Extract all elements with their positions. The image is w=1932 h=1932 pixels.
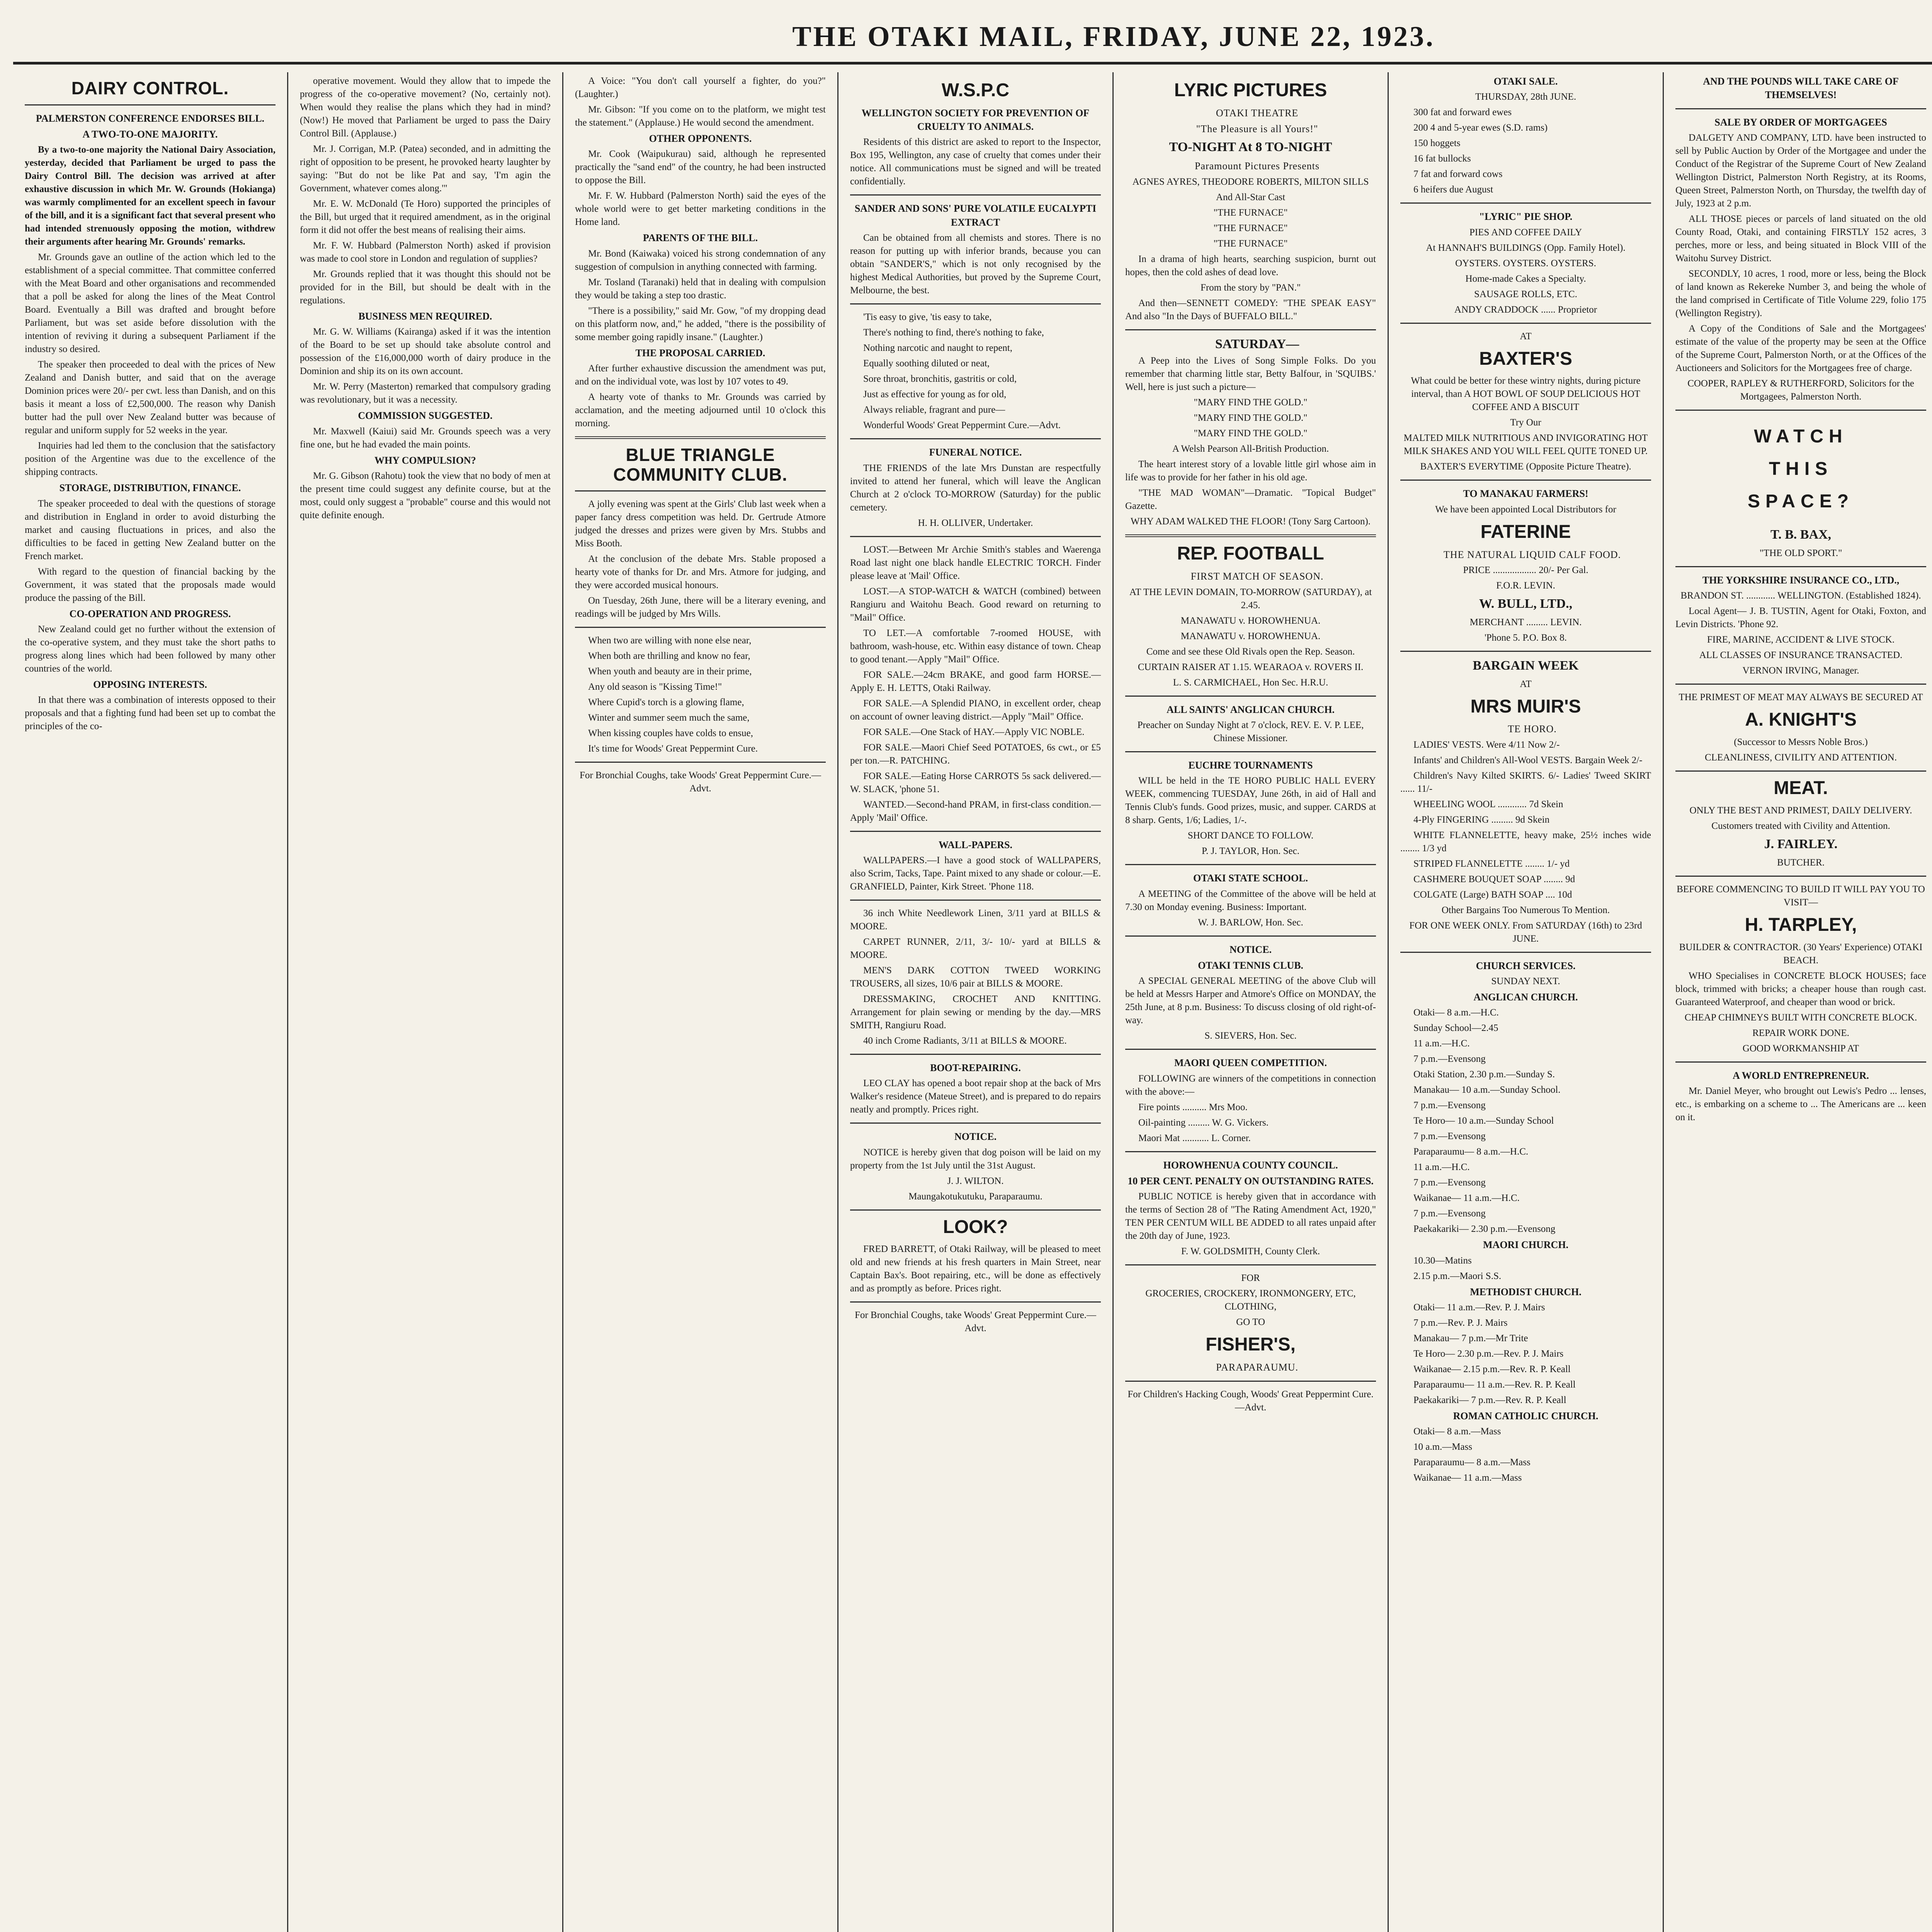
euchre-dance: SHORT DANCE TO FOLLOW.: [1187, 830, 1314, 841]
poem-line: Where Cupid's torch is a glowing flame,: [588, 697, 744, 708]
service-line: 10.30—Matins: [1413, 1255, 1472, 1266]
space-word: SPACE?: [1747, 491, 1854, 512]
maori-text: FOLLOWING are winners of the competitions in connection with the above:—: [1125, 1073, 1376, 1097]
tarpley-name: H. TARPLEY,: [1745, 914, 1857, 935]
subhead: A TWO-TO-ONE MAJORITY.: [82, 128, 218, 140]
article-paragraph: Mr. Gibson: "If you come on to the platform, we might test the statement." (Applause.) He would second the amendment.: [575, 104, 826, 128]
fisher-goto: GO TO: [1236, 1317, 1265, 1328]
service-line: Otaki— 8 a.m.—Mass: [1413, 1426, 1501, 1437]
article-paragraph: With regard to the question of financial backing by the Government, it was stated that the proposals made would produce the passing of the Bill.: [25, 566, 276, 603]
bargain-other: Other Bargains Too Numerous To Mention.: [1441, 905, 1610, 915]
classified: FOR SALE.—24cm BRAKE, and good farm HORSE.—Apply E. H. LETTS, Otaki Railway.: [850, 669, 1101, 693]
verse-line: Sore throat, bronchitis, gastritis or cold,: [863, 374, 1017, 384]
service-line: Otaki Station, 2.30 p.m.—Sunday S.: [1413, 1069, 1555, 1080]
manakau-text: We have been appointed Local Distributors for: [1435, 504, 1616, 515]
article-paragraph: New Zealand could get no further without the extension of the co-operative system, and they must take the short paths to progress along lines which had been followed by many other countries of the world.: [25, 624, 276, 674]
tennis-heading: OTAKI TENNIS CLUB.: [1198, 959, 1303, 971]
article-paragraph: A Voice: "You don't call yourself a fighter, do you?" (Laughter.): [575, 76, 826, 99]
mortgagee-text: ALL THOSE pieces or parcels of land situated on the old County Road, Otaki, and containing FIRSTLY 152 acres, 3 perches, more or less, and being situated in Block VIII of the Waitohu Survey District.: [1675, 214, 1926, 264]
notice-heading: NOTICE.: [1229, 944, 1272, 955]
bills-ad: DRESSMAKING, CROCHET AND KNITTING. Arrangement for plain sewing or mending by the day.—MRS SMITH, Rangiuru Road.: [850, 993, 1101, 1031]
verse-line: Wonderful Woods' Great Peppermint Cure.—Advt.: [863, 420, 1061, 431]
wspc-subhead: WELLINGTON SOCIETY FOR PREVENTION OF CRUELTY TO ANIMALS.: [861, 107, 1090, 133]
bargain-item: LADIES' VESTS. Were 4/11 Now 2/-: [1413, 739, 1560, 750]
presents: Paramount Pictures Presents: [1194, 160, 1320, 172]
watch-word: WATCH: [1754, 426, 1848, 447]
service-line: Paekakariki— 7 p.m.—Rev. R. P. Keall: [1413, 1395, 1566, 1406]
headline-dairy-control: DAIRY CONTROL.: [71, 78, 229, 98]
maori-heading: MAORI QUEEN COMPETITION.: [1174, 1057, 1327, 1069]
poem-line: When youth and beauty are in their prime,: [588, 666, 752, 677]
service-line: 10 a.m.—Mass: [1413, 1442, 1473, 1452]
one-week: FOR ONE WEEK ONLY. From SATURDAY (16th) to 23rd JUNE.: [1409, 920, 1642, 944]
footer-advert: For Children's Hacking Cough, Woods' Great Peppermint Cure.—Advt.: [1128, 1389, 1374, 1413]
entrepreneur-text: Mr. Daniel Meyer, who brought out Lewis's Pedro ... lenses, etc., is embarking on a scheme to ... The Americans are ... keen on it.: [1675, 1085, 1926, 1122]
fisher-name: FISHER'S,: [1206, 1334, 1296, 1355]
service-line: Paraparaumu— 8 a.m.—Mass: [1413, 1457, 1531, 1468]
maori-winner: Oil-painting ......... W. G. Vickers.: [1138, 1117, 1269, 1128]
council-sub: 10 PER CENT. PENALTY ON OUTSTANDING RATES.: [1128, 1175, 1374, 1187]
article-paragraph: In that there was a combination of interests opposed to their proposals and that a fighting fund had been set up to combat the principles of the co-: [25, 695, 276, 732]
lead-paragraph: By a two-to-one majority the National Dairy Association, yesterday, decided that Parliament be urged to pass the Dairy Control Bill. The decision was arrived at after exhaustive discussion in which Mr. W. Grounds (Hokianga) was warmly complimented for an excellent speech in favour of the bill, and it is a significant fact that several present who had intended strenuously opposing the motion, withdrew their arguments after hearing Mr. Grounds' remarks.: [25, 145, 276, 247]
faterine-price: PRICE .................. 20/- Per Gal.: [1463, 565, 1588, 575]
pie-where: At HANNAH'S BUILDINGS (Opp. Family Hotel).: [1426, 242, 1626, 253]
classified: LOST.—Between Mr Archie Smith's stables and Waerenga Road last night one black handle ELECTRIC TORCH. Finder please leave at 'Mail' Office.: [850, 544, 1101, 581]
agent: Local Agent— J. B. TUSTIN, Agent for Otaki, Foxton, and Levin Districts. 'Phone 92.: [1675, 606, 1926, 630]
subhead: COMMISSION SUGGESTED.: [358, 410, 493, 422]
curtain: CURTAIN RAISER AT 1.15. WEARAOA v. ROVERS II.: [1138, 662, 1364, 672]
service-line: Paraparaumu— 8 a.m.—H.C.: [1413, 1146, 1529, 1157]
boot-heading: BOOT-REPAIRING.: [930, 1062, 1021, 1073]
bull-phone: 'Phone 5. P.O. Box 8.: [1485, 632, 1567, 643]
from-story: From the story by "PAN.": [1200, 282, 1301, 293]
wspc-text: Residents of this district are asked to report to the Inspector, Box 195, Wellington, any case of cruelty that comes under their notice. All communications must be signed and will be treated confidentially.: [850, 137, 1101, 187]
barrett-text: FRED BARRETT, of Otaki Railway, will be pleased to meet old and new friends at his fresh quarters in Main Street, near Captain Bax's. Boot repairing, etc., will be done as effectively and as promptly as before. Prices right.: [850, 1244, 1101, 1294]
yorkshire-heading: THE YORKSHIRE INSURANCE CO., LTD.,: [1702, 575, 1900, 586]
fisher-for: FOR: [1241, 1273, 1260, 1284]
bargain-item: COLGATE (Large) BATH SOAP .... 10d: [1413, 889, 1572, 900]
euchre-text: WILL be held in the TE HORO PUBLIC HALL EVERY WEEK, commencing TUESDAY, June 26th, in aid of Hall and Tennis Club's funds. Good prizes, music, and supper. CARDS at 8 sharp. Gents, 1/6; Ladies, 1/-.: [1125, 776, 1376, 826]
footer-advert: For Bronchial Coughs, take Woods' Great Peppermint Cure.—Advt.: [855, 1310, 1096, 1334]
service-line: 7 p.m.—Rev. P. J. Mairs: [1413, 1318, 1508, 1328]
mortgagee-heading: SALE BY ORDER OF MORTGAGEES: [1714, 116, 1887, 128]
bax-name: T. B. BAX,: [1770, 527, 1832, 542]
theatre-slogan: "The Pleasure is all Yours!": [1196, 123, 1318, 135]
service-line: 7 p.m.—Evensong: [1413, 1208, 1486, 1219]
headline-blue-triangle: BLUE TRIANGLE COMMUNITY CLUB.: [613, 445, 788, 485]
methodist-heading: METHODIST CHURCH.: [1470, 1286, 1582, 1298]
furnace-line: "THE FURNACE": [1213, 207, 1288, 218]
article-paragraph: Mr. G. W. Williams (Kairanga) asked if it was the intention of the Board to be set up should take absolute control and possession of the £16,000,000 worth of dairy produce in the Dominion and ship its on its own account.: [300, 327, 551, 377]
furnace-description: In a drama of high hearts, searching suspicion, burnt out hopes, then the cold ashes of dead love.: [1125, 253, 1376, 277]
service-line: 11 a.m.—H.C.: [1413, 1038, 1470, 1049]
sale-item: 6 heifers due August: [1413, 184, 1493, 195]
subhead: STORAGE, DISTRIBUTION, FINANCE.: [59, 482, 241, 494]
meat-heading: MEAT.: [1774, 778, 1828, 799]
service-line: 7 p.m.—Evensong: [1413, 1131, 1486, 1142]
sale-date: THURSDAY, 28th JUNE.: [1475, 92, 1577, 102]
school-text: A MEETING of the Committee of the above will be held at 7.30 on Monday evening. Business: Important.: [1125, 888, 1376, 912]
classified: TO LET.—A comfortable 7-roomed HOUSE, with bathroom, wash-house, etc. Within easy distance of town. Cheap to good tenant.—Apply "Mail" Office.: [850, 628, 1101, 665]
subhead: WHY COMPULSION?: [374, 454, 476, 466]
sale-item: 300 fat and forward ewes: [1413, 107, 1512, 118]
subhead: PALMERSTON CONFERENCE ENDORSES BILL.: [36, 112, 265, 124]
mortgagee-text: SECONDLY, 10 acres, 1 rood, more or less, being the Block of land known as Rekereke Number 3, and being the whole of the land comprised in Certificate of Title Volume 229, folio 175 (Wellington Registry).: [1675, 269, 1926, 319]
article-paragraph: The speaker proceeded to deal with the questions of storage and distribution in England in order to avoid disturbing the market and causing fluctuations in prices, and also the difficulties to be faced in getting New Zealand butter on the French market.: [25, 498, 276, 561]
service-line: 7 p.m.—Evensong: [1413, 1054, 1486, 1065]
pie-signature: ANDY CRADDOCK ...... Proprietor: [1454, 304, 1597, 315]
article-paragraph: "There is a possibility," said Mr. Gow, "of my dropping dead on this platform now, and," he added, "there is the possibility of some member going rapidly insane." (Laughter.): [575, 305, 826, 342]
rep-signature: L. S. CARMICHAEL, Hon Sec. H.R.U.: [1173, 677, 1328, 688]
baxter-heading: BAXTER'S: [1479, 348, 1572, 369]
verse-line: There's nothing to find, there's nothing to fake,: [863, 327, 1044, 338]
wallpaper-text: WALLPAPERS.—I have a good stock of WALLPAPERS, also Scrim, Tacks, Tape. Paint mixed to any shade or colour.—E. GRANFIELD, Painter, Kirk Street. 'Phone 118.: [850, 855, 1101, 892]
verse-line: Just as effective for young as for old,: [863, 389, 1007, 400]
cakes: Home-made Cakes a Specialty.: [1465, 273, 1586, 284]
build: BEFORE COMMENCING TO BUILD IT WILL PAY YOU TO VISIT—: [1677, 884, 1925, 908]
column-2: [288, 72, 563, 1932]
knight-sub: (Successor to Messrs Noble Bros.): [1734, 737, 1868, 748]
stars: AGNES AYRES, THEODORE ROBERTS, MILTON SILLS: [1132, 176, 1369, 187]
funeral-text: THE FRIENDS of the late Mrs Dunstan are respectfully invited to attend her funeral, which will leave the Anglican Church at 2 o'clock TO-MORROW (Saturday) for the public cemetery.: [850, 463, 1101, 513]
classes: ALL CLASSES OF INSURANCE TRANSACTED.: [1699, 650, 1903, 661]
bills-ad: MEN'S DARK COTTON TWEED WORKING TROUSERS, all sizes, 10/6 pair at BILLS & MOORE.: [850, 965, 1101, 989]
classified: FOR SALE.—One Stack of HAY.—Apply VIC NOBLE.: [863, 726, 1085, 737]
knight-name: A. KNIGHT'S: [1745, 709, 1857, 730]
british: A Welsh Pearson All-British Production.: [1172, 444, 1329, 454]
floor: WHY ADAM WALKED THE FLOOR! (Tony Sarg Cartoon).: [1131, 516, 1371, 527]
fairley-name: J. FAIRLEY.: [1764, 837, 1838, 851]
bargain-item: Infants' and Children's All-Wool VESTS. Bargain Week 2/-: [1413, 755, 1643, 765]
pie-heading: "LYRIC" PIE SHOP.: [1479, 211, 1573, 223]
service-line: 2.15 p.m.—Maori S.S.: [1413, 1270, 1502, 1281]
sale-heading: OTAKI SALE.: [1493, 76, 1558, 87]
poem-line: When both are thrilling and know no fear,: [588, 651, 750, 662]
poem-line: Any old season is "Kissing Time!": [588, 682, 722, 692]
service-line: Te Horo— 10 a.m.—Sunday School: [1413, 1116, 1554, 1126]
bills-ad: CARPET RUNNER, 2/11, 3/- 10/- yard at BILLS & MOORE.: [850, 936, 1101, 960]
bull-name: W. BULL, LTD.,: [1479, 596, 1573, 611]
column-5: [1114, 72, 1389, 1932]
yorkshire-sub: BRANDON ST. ............ WELLINGTON. (Established 1824).: [1680, 590, 1921, 601]
bills-ad: 36 inch White Needlework Linen, 3/11 yard at BILLS & MOORE.: [850, 908, 1101, 932]
service-line: Manakau— 7 p.m.—Mr Trite: [1413, 1333, 1528, 1344]
faterine-fob: F.O.R. LEVIN.: [1496, 580, 1555, 591]
concrete: WHO Specialises in CONCRETE BLOCK HOUSES; face block, trimmed with bricks; a cheaper house than rough cast. Guaranteed Waterproof, and cheaper than wood or brick.: [1675, 970, 1926, 1007]
fire: FIRE, MARINE, ACCIDENT & LIVE STOCK.: [1707, 634, 1895, 645]
classified: WANTED.—Second-hand PRAM, in first-class condition.—Apply 'Mail' Office.: [850, 799, 1101, 823]
verse-line: Nothing narcotic and naught to repent,: [863, 343, 1012, 354]
bargain-item: WHEELING WOOL ............ 7d Skein: [1413, 799, 1563, 810]
gold-description: The heart interest story of a lovable little girl whose aim in life was to provide for her father in his old age.: [1125, 459, 1376, 483]
bills-ad: 40 inch Crome Radiants, 3/11 at BILLS & MOORE.: [863, 1035, 1067, 1046]
bargain-at: AT: [1520, 679, 1532, 689]
mortgagee-text: A Copy of the Conditions of Sale and the Mortgagees' estimate of the value of the property may be seen at the Office of the Supreme Court, Palmerston North, or at the Offices of the Auctioneers and Solicitors for the Mortgagees free of charge.: [1675, 323, 1926, 374]
council-heading: HOROWHENUA COUNTY COUNCIL.: [1163, 1159, 1338, 1171]
fisher-town: PARAPARAUMU.: [1216, 1362, 1299, 1373]
anglican-heading: ANGLICAN CHURCH.: [1473, 992, 1578, 1003]
poem-line: When two are willing with none else near,: [588, 635, 752, 646]
article-paragraph: A jolly evening was spent at the Girls' Club last week when a paper fancy dress competition was held. Dr. Gertrude Atmore judged the dresses and prizes were given by Mrs. Stubbs and Miss Booth.: [575, 499, 826, 549]
article-paragraph: On Tuesday, 26th June, there will be a literary evening, and readings will be judged by Mrs Wills.: [575, 595, 826, 619]
subhead: CO-OPERATION AND PROGRESS.: [69, 608, 231, 619]
rep-team: MANAWATU v. HOROWHENUA.: [1180, 615, 1321, 626]
repair: REPAIR WORK DONE.: [1752, 1027, 1849, 1038]
primest: THE PRIMEST OF MEAT MAY ALWAYS BE SECURED AT: [1679, 692, 1923, 703]
irving: VERNON IRVING, Manager.: [1742, 665, 1859, 676]
article-paragraph: Mr. F. W. Hubbard (Palmerston North) asked if provision was made to cool store in London and regulation of supplies?: [300, 240, 551, 264]
rep-football-heading: REP. FOOTBALL: [1177, 543, 1324, 564]
article-paragraph: operative movement. Would they allow that to impede the progress of the co-operative movement? (No, certainly not). When would they realise the plans which they had in mind? (Now!) He moved that Parliament be urged to pass the Dairy Control Bill. (Applause.): [300, 76, 551, 139]
funeral-signature: H. H. OLLIVER, Undertaker.: [918, 517, 1033, 528]
notice-location: Maungakotukutuku, Paraparaumu.: [908, 1191, 1043, 1202]
mortgagee-signature: COOPER, RAPLEY & RUTHERFORD, Solicitors for the Mortgagees, Palmerston North.: [1687, 378, 1914, 402]
services-heading: CHURCH SERVICES.: [1476, 960, 1576, 971]
poem-line: When kissing couples have colds to ensue,: [588, 728, 753, 739]
service-line: Te Horo— 2.30 p.m.—Rev. P. J. Mairs: [1413, 1349, 1564, 1359]
school-signature: W. J. BARLOW, Hon. Sec.: [1198, 917, 1303, 928]
poem-line: Winter and summer seem much the same,: [588, 713, 750, 723]
cast: And All-Star Cast: [1216, 192, 1286, 202]
baxter-try: Try Our: [1510, 417, 1541, 428]
article-paragraph: Mr. Grounds replied that it was thought this should not be provided for in the Bill, but should be dealt with in the regulations.: [300, 269, 551, 306]
classified: LOST.—A STOP-WATCH & WATCH (combined) between Rangiuru and Waitohu Beach. Good reward on returning to "Mail" Office.: [850, 586, 1101, 623]
furnace-line: "THE FURNACE": [1213, 238, 1288, 249]
sanders-text: Can be obtained from all chemists and stores. There is no reason for putting up with inferior brands, because you can obtain "SANDER'S," which is not only recognised by the highest Medical Authorities, but proved by the Supreme Court, Melbourne, the best.: [850, 233, 1101, 296]
rep-where: AT THE LEVIN DOMAIN, TO-MORROW (SATURDAY), at 2.45.: [1129, 587, 1372, 611]
subhead: OTHER OPPONENTS.: [649, 133, 752, 144]
gold-line: "MARY FIND THE GOLD.": [1194, 413, 1308, 423]
bargain-item: WHITE FLANNELETTE, heavy make, 25½ inches wide ........ 1/3 yd: [1400, 830, 1651, 854]
tennis-text: A SPECIAL GENERAL MEETING of the above Club will be held at Messrs Harper and Atmore's Office on MONDAY, the 25th June, at 8 p.m. Business: To discuss closing of old right-of-way.: [1125, 976, 1376, 1026]
look-heading: LOOK?: [943, 1216, 1008, 1237]
baxter-signature: BAXTER'S EVERYTIME (Opposite Picture Theatre).: [1420, 461, 1631, 472]
oysters: OYSTERS. OYSTERS. OYSTERS.: [1455, 258, 1596, 269]
verse-line: Always reliable, fragrant and pure—: [863, 405, 1005, 415]
church-text: Preacher on Sunday Night at 7 o'clock, REV. E. V. P. LEE, Chinese Missioner.: [1137, 719, 1364, 743]
euchre-signature: P. J. TAYLOR, Hon. Sec.: [1202, 846, 1299, 857]
service-line: Waikanae— 11 a.m.—H.C.: [1413, 1193, 1520, 1204]
squibs: A Peep into the Lives of Song Simple Folks. Do you remember that charming little star, Betty Balfour, in 'SQUIBS.' Well, here is just such a picture—: [1125, 355, 1376, 393]
tehoro: TE HORO.: [1508, 723, 1557, 735]
sanders-heading: SANDER AND SONS' PURE VOLATILE EUCALYPTI EXTRACT: [854, 203, 1097, 228]
article-paragraph: Mr. Maxwell (Kaiui) said Mr. Grounds speech was a very fine one, but he had evaded the main points.: [300, 426, 551, 450]
article-paragraph: Mr. Cook (Waipukurau) said, although he represented practically the "sand end" of the country, he had been instructed to oppose the Bill.: [575, 149, 826, 186]
notice-signature: J. J. WILTON.: [947, 1175, 1004, 1186]
council-text: PUBLIC NOTICE is hereby given that in accordance with the terms of Section 28 of "The Rating Amendment Act, 1920," TEN PER CENTUM WILL BE ADDED to all rates unpaid after the 20th day of June, 1923.: [1125, 1191, 1376, 1242]
meat-sub: ONLY THE BEST AND PRIMEST, DAILY DELIVERY.: [1689, 805, 1912, 816]
article-paragraph: After further exhaustive discussion the amendment was put, and on the individual vote, was lost by 107 votes to 49.: [575, 363, 826, 387]
bargain-heading: BARGAIN WEEK: [1473, 658, 1579, 673]
funeral-heading: FUNERAL NOTICE.: [929, 447, 1022, 458]
furnace-line: "THE FURNACE": [1213, 223, 1288, 233]
verse-line: Equally soothing diluted or neat,: [863, 358, 990, 369]
service-line: 7 p.m.—Evensong: [1413, 1100, 1486, 1111]
classified: FOR SALE.—Maori Chief Seed POTATOES, 6s cwt., or £5 per ton.—R. PATCHING.: [850, 742, 1101, 766]
sale-item: 16 fat bullocks: [1413, 153, 1471, 164]
saturday: SATURDAY—: [1215, 337, 1299, 351]
baxter-at: AT: [1520, 331, 1532, 342]
article-paragraph: A hearty vote of thanks to Mr. Grounds was carried by acclamation, and the meeting adjourned until 10 o'clock this morning.: [575, 392, 826, 429]
rep-see: Come and see these Old Rivals open the Rep. Season.: [1146, 646, 1355, 657]
article-paragraph: Mr. Bond (Kaiwaka) voiced his strong condemnation of any suggestion of compulsion in anything connected with farming.: [575, 248, 826, 272]
euchre-heading: EUCHRE TOURNAMENTS: [1188, 759, 1313, 771]
manakau-heading: TO MANAKAU FARMERS!: [1463, 488, 1588, 500]
wallpaper-heading: WALL-PAPERS.: [939, 839, 1012, 850]
service-line: Otaki— 11 a.m.—Rev. P. J. Mairs: [1413, 1302, 1545, 1313]
faterine-heading: FATERINE: [1480, 521, 1571, 542]
tarpley-sub: BUILDER & CONTRACTOR. (30 Years' Experience) OTAKI BEACH.: [1679, 942, 1923, 966]
verse-line: 'Tis easy to give, 'tis easy to take,: [863, 312, 992, 323]
baxter-text: What could be better for these wintry nights, during picture interval, than A HOT BOWL OF SOUP DELICIOUS HOT COFFEE AND A BISCUIT: [1411, 376, 1641, 413]
sale-item: 150 hoggets: [1413, 138, 1461, 149]
faterine-sub: THE NATURAL LIQUID CALF FOOD.: [1443, 549, 1621, 560]
service-line: Paraparaumu— 11 a.m.—Rev. R. P. Keall: [1413, 1379, 1576, 1390]
service-line: Otaki— 8 a.m.—H.C.: [1413, 1007, 1499, 1018]
maori-winner: Maori Mat ........... L. Corner.: [1138, 1133, 1251, 1143]
footer-advert: For Bronchial Coughs, take Woods' Great Peppermint Cure.—Advt.: [580, 770, 821, 794]
service-line: Paekakariki— 2.30 p.m.—Evensong: [1413, 1224, 1556, 1235]
column-6: [1389, 72, 1664, 1932]
bargain-item: CASHMERE BOUQUET SOAP ........ 9d: [1413, 874, 1575, 884]
bargain-item: Children's Navy Kilted SKIRTS. 6/- Ladies' Tweed SKIRT ...... 11/-: [1400, 770, 1651, 794]
tennis-signature: S. SIEVERS, Hon. Sec.: [1204, 1031, 1297, 1041]
bax-sub: "THE OLD SPORT.": [1759, 548, 1842, 559]
supporting: "THE MAD WOMAN"—Dramatic. "Topical Budget" Gazette.: [1125, 488, 1376, 512]
service-line: Waikanae— 2.15 p.m.—Rev. R. P. Keall: [1413, 1364, 1571, 1375]
butcher: BUTCHER.: [1777, 857, 1825, 868]
pie-sub: PIES AND COFFEE DAILY: [1469, 227, 1582, 238]
classified: FOR SALE.—A Splendid PIANO, in excellent order, cheap on account of owner leaving district.—Apply "Mail" Office.: [850, 698, 1101, 722]
bargain-item: 4-Ply FINGERING ......... 9d Skein: [1413, 814, 1550, 825]
article-paragraph: Mr. G. Gibson (Rahotu) took the view that no body of men at the present time could suggest any definite course, but at the most, could only suggest a "probable" course and this would not quite definite enough.: [300, 471, 551, 521]
civility: CLEANLINESS, CIVILITY AND ATTENTION.: [1705, 752, 1897, 763]
gold-line: "MARY FIND THE GOLD.": [1194, 428, 1308, 439]
poem-line: It's time for Woods' Great Peppermint Cure.: [588, 743, 758, 754]
rep-sub: FIRST MATCH OF SEASON.: [1190, 571, 1324, 582]
column-7: [1664, 72, 1932, 1932]
bargain-item: STRIPED FLANNELETTE ........ 1/- yd: [1413, 858, 1570, 869]
lyric-title: LYRIC PICTURES: [1174, 80, 1327, 100]
columns: [13, 72, 1932, 1932]
service-line: Sunday School—2.45: [1413, 1023, 1498, 1034]
catholic-heading: ROMAN CATHOLIC CHURCH.: [1453, 1410, 1599, 1422]
top-slogan: AND THE POUNDS WILL TAKE CARE OF THEMSELVES!: [1703, 76, 1899, 101]
article-paragraph: Mr. Grounds gave an outline of the action which led to the establishment of a special committee. That committee conferred with the Meat Board and other organisations and recommended that a poll be asked for along the lines of the Meat Control Board. Eventually a Bill was drafted and brought before Parliament, but was set aside before dissolution with the intention of reviving it during a subsequent Parliament if the industry so desired.: [25, 252, 276, 355]
article-paragraph: Mr. W. Perry (Masterton) remarked that compulsory grading was revolutionary, but it was a necessity.: [300, 381, 551, 405]
tonight-banner: TO-NIGHT At 8 TO-NIGHT: [1169, 140, 1332, 155]
masthead: THE OTAKI MAIL, FRIDAY, JUNE 22, 1923.: [13, 12, 1932, 65]
article-paragraph: Mr. Tosland (Taranaki) held that in dealing with compulsion they would be taking a step too drastic.: [575, 277, 826, 301]
article-paragraph: Inquiries had led them to the conclusion that the satisfactory position of the Argentine was due to the excellence of the shipping contracts.: [25, 440, 276, 478]
fisher-items: GROCERIES, CROCKERY, IRONMONGERY, ETC, CLOTHING,: [1145, 1288, 1356, 1312]
article-paragraph: The speaker then proceeded to deal with the prices of New Zealand and Danish butter, and said that on the average Dominion prices were 20/- per cwt. less than Danish, and on this basis it meant a loss of £2,500,000. The reason why Danish butter had the pull over New Zealand butter was because of regular and uniform supply for 52 weeks in the year.: [25, 359, 276, 436]
maori-church-heading: MAORI CHURCH.: [1483, 1239, 1568, 1251]
classified: FOR SALE.—Eating Horse CARROTS 5s sack delivered.—W. SLACK, 'phone 51.: [850, 770, 1101, 794]
muirs-heading: MRS MUIR'S: [1470, 696, 1581, 717]
maori-winner: Fire points .......... Mrs Moo.: [1138, 1102, 1248, 1112]
school-heading: OTAKI STATE SCHOOL.: [1193, 872, 1308, 884]
column-1: [13, 72, 288, 1932]
workmanship: GOOD WORKMANSHIP AT: [1742, 1043, 1859, 1054]
this-word: THIS: [1769, 458, 1833, 479]
council-signature: F. W. GOLDSMITH, County Clerk.: [1181, 1246, 1320, 1257]
subhead: THE PROPOSAL CARRIED.: [635, 347, 765, 359]
column-3: [563, 72, 838, 1932]
service-line: Manakau— 10 a.m.—Sunday School.: [1413, 1085, 1561, 1095]
bull-sub: MERCHANT ......... LEVIN.: [1469, 617, 1582, 628]
subhead: BUSINESS MEN REQUIRED.: [358, 311, 492, 322]
article-paragraph: Mr. J. Corrigan, M.P. (Patea) seconded, and in admitting the right of opposition to be present, he provoked hearty laughter by saying: "But do not be like Pat and say, 'I'm agin the Government, whatever comes along.'": [300, 144, 551, 194]
subhead: PARENTS OF THE BILL.: [643, 232, 758, 244]
article-paragraph: Mr. E. W. McDonald (Te Horo) supported the principles of the Bill, but urged that it required amendment, as in the original form it did not offer the best means of realising their aims.: [300, 199, 551, 235]
theatre-name: OTAKI THEATRE: [1216, 107, 1299, 119]
article-paragraph: At the conclusion of the debate Mrs. Stable proposed a hearty vote of thanks for Dr. and Mrs. Atmore for judging, and they were accorded musical honours.: [575, 554, 826, 591]
wspc-heading: W.S.P.C: [941, 80, 1010, 100]
entrepreneur-heading: A WORLD ENTREPRENEUR.: [1733, 1070, 1869, 1081]
sennett: And then—SENNETT COMEDY: "THE SPEAK EASY" And also "In the Days of BUFFALO BILL.": [1125, 298, 1376, 321]
subhead: OPPOSING INTERESTS.: [93, 679, 207, 690]
service-line: 7 p.m.—Evensong: [1413, 1177, 1486, 1188]
malted: MALTED MILK NUTRITIOUS AND INVIGORATING HOT MILK SHAKES AND YOU WILL FEEL QUITE TONED UP.: [1403, 433, 1648, 457]
sale-item: 7 fat and forward cows: [1413, 169, 1503, 180]
sale-item: 200 4 and 5-year ewes (S.D. rams): [1413, 122, 1548, 133]
rep-team: MANAWATU v. HOROWHENUA.: [1180, 631, 1321, 641]
services-sub: SUNDAY NEXT.: [1491, 976, 1560, 986]
column-4: [838, 72, 1114, 1932]
gold-line: "MARY FIND THE GOLD.": [1194, 397, 1308, 408]
church-heading: ALL SAINTS' ANGLICAN CHURCH.: [1167, 704, 1335, 715]
chimneys: CHEAP CHIMNEYS BUILT WITH CONCRETE BLOCK.: [1684, 1012, 1917, 1023]
mortgagee-text: DALGETY AND COMPANY, LTD. have been instructed to sell by Public Auction by Order of the Mortgagee and under the Conduct of the Registrar of the Supreme Court of New Zealand Wellington District, Palmerston North Registry, at its Rooms, Queen Street, Palmerston North, on Thursday, the twelfth day of July, 1923 at 2 p.m.: [1675, 133, 1926, 209]
service-line: Waikanae— 11 a.m.—Mass: [1413, 1473, 1522, 1483]
rolls: SAUSAGE ROLLS, ETC.: [1474, 289, 1577, 299]
article-paragraph: Mr. F. W. Hubbard (Palmerston North) said the eyes of the whole world were to get better marketing conditions in the Home land.: [575, 190, 826, 228]
notice-heading: NOTICE.: [954, 1131, 997, 1143]
notice-text: NOTICE is hereby given that dog poison will be laid on my property from the 1st July until the 31st August.: [850, 1147, 1101, 1171]
meat-customers: Customers treated with Civility and Attention.: [1711, 820, 1890, 831]
boot-text: LEO CLAY has opened a boot repair shop at the back of Mrs Walker's residence (Mateue Street), and is prepared to do repairs neatly and promptly. Prices right.: [850, 1078, 1101, 1115]
service-line: 11 a.m.—H.C.: [1413, 1162, 1470, 1173]
